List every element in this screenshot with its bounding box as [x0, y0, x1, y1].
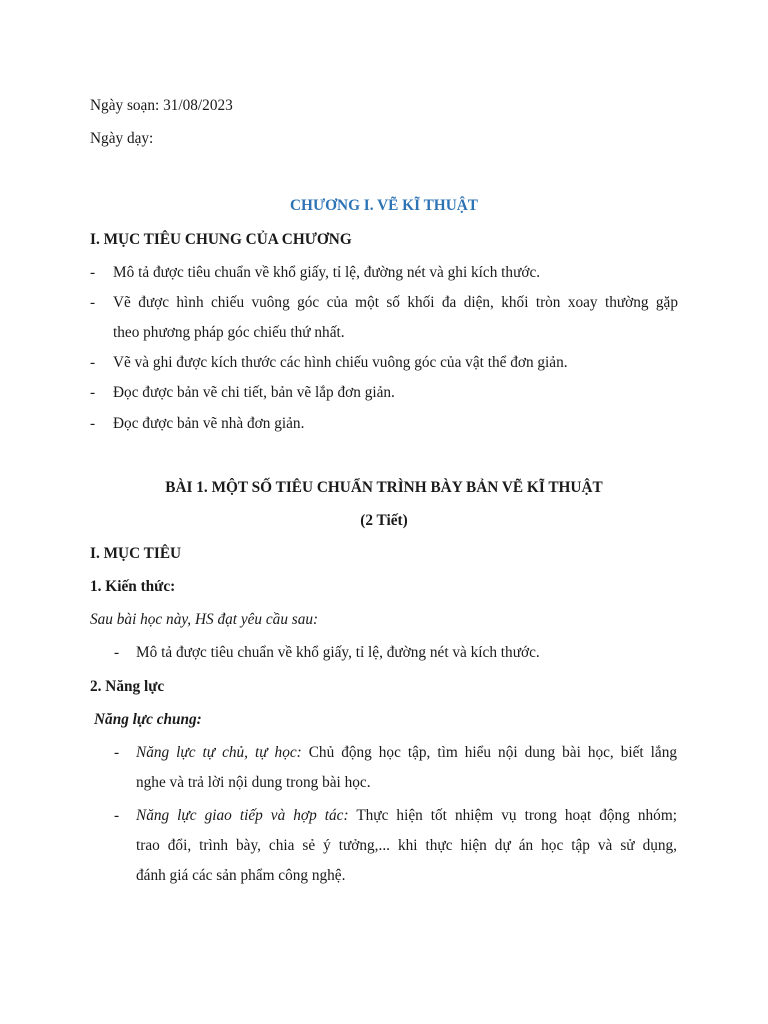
- competence-title: 2. Năng lực: [90, 678, 165, 695]
- chapter-title: CHƯƠNG I. VẼ KĨ THUẬT: [290, 197, 478, 214]
- competence-label: Năng lực giao tiếp và hợp tác:: [136, 807, 349, 824]
- knowledge-intro: Sau bài học này, HS đạt yêu cầu sau:: [90, 611, 319, 628]
- list-item: Đọc được bản vẽ nhà đơn giản.: [113, 415, 305, 432]
- list-item-continuation: trao đổi, trình bày, chia sẻ ý tưởng,... khi thực hiện dự án học tập và sử dụng,: [136, 837, 677, 854]
- competence-text: Thực hiện tốt nhiệm vụ trong hoạt động nhóm;: [356, 807, 677, 824]
- list-item-continuation: theo phương pháp góc chiếu thứ nhất.: [113, 324, 345, 341]
- competence-text: Chủ động học tập, tìm hiểu nội dung bài học, biết lắng: [308, 744, 677, 761]
- list-item: [136, 806, 677, 826]
- general-competence-title: Năng lực chung:: [94, 711, 202, 728]
- list-item-continuation: đánh giá các sản phẩm công nghệ.: [136, 867, 346, 884]
- list-item: Mô tả được tiêu chuẩn về khổ giấy, tỉ lệ, đường nét và kích thước.: [136, 644, 540, 661]
- list-dash: -: [114, 744, 120, 761]
- list-item: Vẽ được hình chiếu vuông góc của một số khối đa diện, khối tròn xoay thường gặp: [113, 294, 678, 311]
- competence-label: Năng lực tự chủ, tự học:: [136, 744, 302, 761]
- list-dash: -: [90, 294, 96, 311]
- knowledge-title: 1. Kiến thức:: [90, 578, 176, 595]
- list-item-continuation: nghe và trả lời nội dung trong bài học.: [136, 774, 371, 791]
- list-dash: -: [90, 415, 96, 432]
- list-item: Mô tả được tiêu chuẩn về khổ giấy, tỉ lệ, đường nét và ghi kích thước.: [113, 264, 541, 281]
- list-item: Vẽ và ghi được kích thước các hình chiếu vuông góc của vật thể đơn giản.: [113, 354, 568, 371]
- list-dash: -: [90, 264, 96, 281]
- prep-date: Ngày soạn: 31/08/2023: [90, 97, 233, 114]
- list-dash: -: [90, 354, 96, 371]
- lesson-title: BÀI 1. MỘT SỐ TIÊU CHUẨN TRÌNH BÀY BẢN VẼ KĨ THUẬT: [165, 479, 603, 496]
- list-item: Đọc được bản vẽ chi tiết, bản vẽ lắp đơn giản.: [113, 384, 395, 401]
- list-dash: -: [114, 807, 120, 824]
- section-general-objectives-title: I. MỤC TIÊU CHUNG CỦA CHƯƠNG: [90, 231, 352, 248]
- lesson-duration: (2 Tiết): [360, 512, 408, 529]
- list-item: [136, 743, 677, 763]
- objectives-title: I. MỤC TIÊU: [90, 545, 182, 562]
- teach-date: Ngày dạy:: [90, 130, 154, 147]
- list-dash: -: [114, 644, 120, 661]
- list-dash: -: [90, 384, 96, 401]
